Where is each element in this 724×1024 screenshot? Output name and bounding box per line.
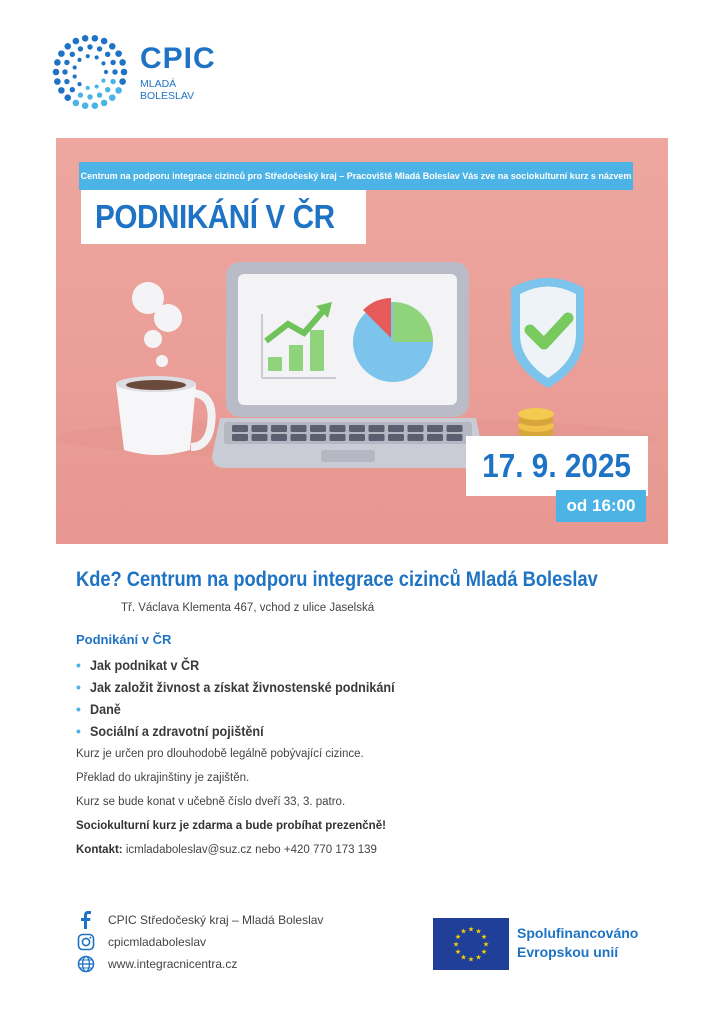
topics-heading: Podnikání v ČR <box>76 632 172 647</box>
bullet-icon: • <box>76 679 81 695</box>
svg-text:★: ★ <box>454 948 462 956</box>
info-contact <box>76 844 377 856</box>
hero-banner <box>56 138 668 544</box>
location-address: Tř. Václava Klementa 467, vchod z ulice Jaselská <box>121 602 375 614</box>
intro-text: Centrum na podporu integrace cizinců pro Středočeský kraj – Pracoviště Mladá Boleslav Vás zve na sociokulturní kurz s názvem <box>80 171 632 181</box>
footer-instagram[interactable] <box>76 932 206 952</box>
svg-text:★: ★ <box>460 927 467 936</box>
svg-text:★: ★ <box>467 955 475 964</box>
list-item <box>76 698 428 720</box>
eu-flag-icon <box>433 918 509 970</box>
info-free-course: Sociokulturní kurz je zdarma a bude probíhat prezenčně! <box>76 820 386 832</box>
eu-cofunding-badge <box>433 918 673 970</box>
footer-facebook[interactable] <box>76 910 323 930</box>
svg-text:★: ★ <box>460 953 467 962</box>
svg-text:★: ★ <box>475 953 482 962</box>
info-room: Kurz se bude konat v učebně číslo dveří 33, 3. patro. <box>76 796 346 808</box>
cpic-logo <box>52 34 232 114</box>
instagram-label: cpicmladaboleslav <box>108 935 207 949</box>
date-box <box>466 436 648 496</box>
course-time: od 16:00 <box>566 496 636 515</box>
svg-text:★: ★ <box>482 940 490 949</box>
bullet-icon: • <box>76 701 81 717</box>
svg-text:★: ★ <box>452 940 460 949</box>
course-title: PODNIKÁNÍ V ČR <box>95 198 335 235</box>
footer-web[interactable] <box>76 954 237 974</box>
location-heading: Kde? Centrum na podporu integrace cizinců Mladá Boleslav <box>76 568 598 591</box>
eu-line2: Evropskou unií <box>517 944 619 960</box>
bullet-icon: • <box>76 657 81 673</box>
svg-text:★: ★ <box>480 948 488 956</box>
topic-text: Sociální a zdravotní pojištění <box>90 723 264 739</box>
list-item <box>76 654 428 676</box>
course-title-box <box>81 190 366 244</box>
instagram-icon <box>76 932 96 952</box>
web-label: www.integracnicentra.cz <box>108 957 238 971</box>
list-item <box>76 676 428 698</box>
contact-value[interactable]: icmladaboleslav@suz.cz nebo +420 770 173 139 <box>122 844 377 856</box>
logo-title: CPIC <box>140 42 216 75</box>
info-translation: Překlad do ukrajinštiny je zajištěn. <box>76 772 250 784</box>
logo-subtitle <box>140 78 194 102</box>
globe-icon <box>76 954 96 974</box>
course-date: 17. 9. 2025 <box>482 447 632 484</box>
list-item <box>76 720 428 742</box>
svg-text:★: ★ <box>475 927 482 936</box>
logo-subtitle-line2: BOLESLAV <box>140 90 195 102</box>
dotted-circle-logo-icon <box>52 34 132 114</box>
bullet-icon: • <box>76 723 81 739</box>
eu-line1: Spolufinancováno <box>517 925 639 941</box>
intro-strip <box>79 162 633 190</box>
svg-text:★: ★ <box>480 933 488 941</box>
facebook-icon <box>76 910 96 930</box>
topic-text: Jak podnikat v ČR <box>90 657 200 673</box>
svg-text:★: ★ <box>454 933 462 941</box>
info-audience: Kurz je určen pro dlouhodobě legálně pobývající cizince. <box>76 748 364 760</box>
topic-text: Jak založit živnost a získat živnostenské podnikání <box>90 679 395 695</box>
svg-text:★: ★ <box>467 925 475 934</box>
facebook-label: CPIC Středočeský kraj – Mladá Boleslav <box>108 913 324 927</box>
logo-subtitle-line1: MLADÁ <box>140 78 177 90</box>
time-box <box>556 490 646 522</box>
eu-cofunding-text <box>517 924 638 962</box>
topic-text: Daně <box>90 701 121 717</box>
topics-list <box>76 654 428 742</box>
contact-label: Kontakt: <box>76 844 123 856</box>
